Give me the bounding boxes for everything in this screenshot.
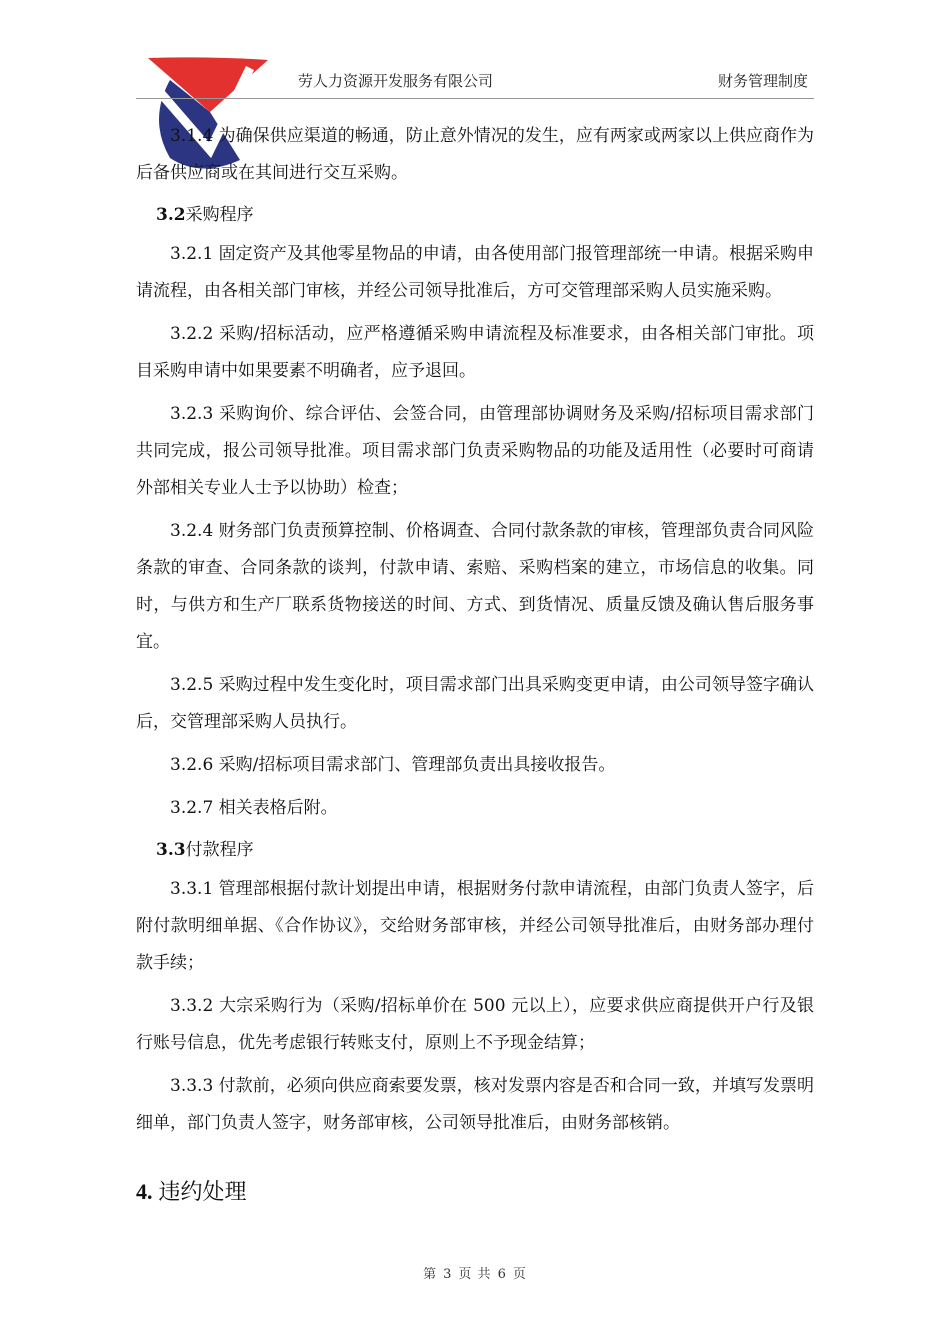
page-label-suffix: 页 <box>512 1267 527 1282</box>
header-company-name: 劳人力资源开发服务有限公司 <box>298 72 494 90</box>
section-heading-3-3 <box>136 833 814 867</box>
section-heading-3-2 <box>136 198 814 232</box>
chapter-heading-4 <box>136 1172 814 1213</box>
section-number: 3.2 <box>156 205 186 225</box>
clause-3-3-2: 3.3.2 大宗采购行为（采购/招标单价在 500 元以上），应要求供应商提供开户行及银行账号信息，优先考虑银行转账支付，原则上不予现金结算； <box>136 996 814 1053</box>
header-divider <box>136 98 814 99</box>
clause-3-1-4: 3.1.4 为确保供应渠道的畅通，防止意外情况的发生，应有两家或两家以上供应商作为后备供应商或在其间进行交互采购。 <box>136 126 814 183</box>
clause-3-2-1: 3.2.1 固定资产及其他零星物品的申请，由各使用部门报管理部统一申请。根据采购申请流程，由各相关部门审核，并经公司领导批准后，方可交管理部采购人员实施采购。 <box>136 244 814 301</box>
chapter-title: 违约处理 <box>158 1180 247 1205</box>
header-document-title: 财务管理制度 <box>717 72 808 90</box>
page-total-number: 6 <box>497 1267 507 1282</box>
section-title: 付款程序 <box>185 840 254 860</box>
clause-3-2-3: 3.2.3 采购询价、综合评估、会签合同，由管理部协调财务及采购/招标项目需求部门共同完成，报公司领导批准。项目需求部门负责采购物品的功能及适用性（必要时可商请外部相关专业人士予以协助）检查； <box>136 404 814 498</box>
page-footer <box>0 1263 950 1282</box>
clause-3-3-3: 3.3.3 付款前，必须向供应商索要发票，核对发票内容是否和合同一致，并填写发票明细单，部门负责人签字，财务部审核，公司领导批准后，由财务部核销。 <box>136 1076 814 1133</box>
chapter-number: 4. <box>136 1179 153 1204</box>
page-label-prefix: 第 <box>423 1267 438 1282</box>
page-label-mid: 页 共 <box>458 1267 492 1282</box>
clause-3-2-7: 3.2.7 相关表格后附。 <box>170 798 338 818</box>
section-number: 3.3 <box>156 840 186 860</box>
clause-3-2-4: 3.2.4 财务部门负责预算控制、价格调查、合同付款条款的审核，管理部负责合同风险条款的审查、合同条款的谈判，付款申请、索赔、采购档案的建立，市场信息的收集。同时，与供方和生产厂联系货物接送的时间、方式、到货情况、质量反馈及确认售后服务事宜。 <box>136 521 814 652</box>
document-body <box>136 118 814 1213</box>
clause-3-3-1: 3.3.1 管理部根据付款计划提出申请，根据财务付款申请流程，由部门负责人签字，后附付款明细单据、《合作协议》，交给财务部审核，并经公司领导批准后，由财务部办理付款手续； <box>136 879 814 973</box>
clause-3-2-2: 3.2.2 采购/招标活动，应严格遵循采购申请流程及标准要求，由各相关部门审批。项目采购申请中如果要素不明确者，应予退回。 <box>136 324 814 381</box>
clause-3-2-6: 3.2.6 采购/招标项目需求部门、管理部负责出具接收报告。 <box>170 755 616 775</box>
section-title: 采购程序 <box>185 205 254 225</box>
page-current-number: 3 <box>443 1267 453 1282</box>
clause-3-2-5: 3.2.5 采购过程中发生变化时，项目需求部门出具采购变更申请，由公司领导签字确认后，交管理部采购人员执行。 <box>136 675 814 732</box>
